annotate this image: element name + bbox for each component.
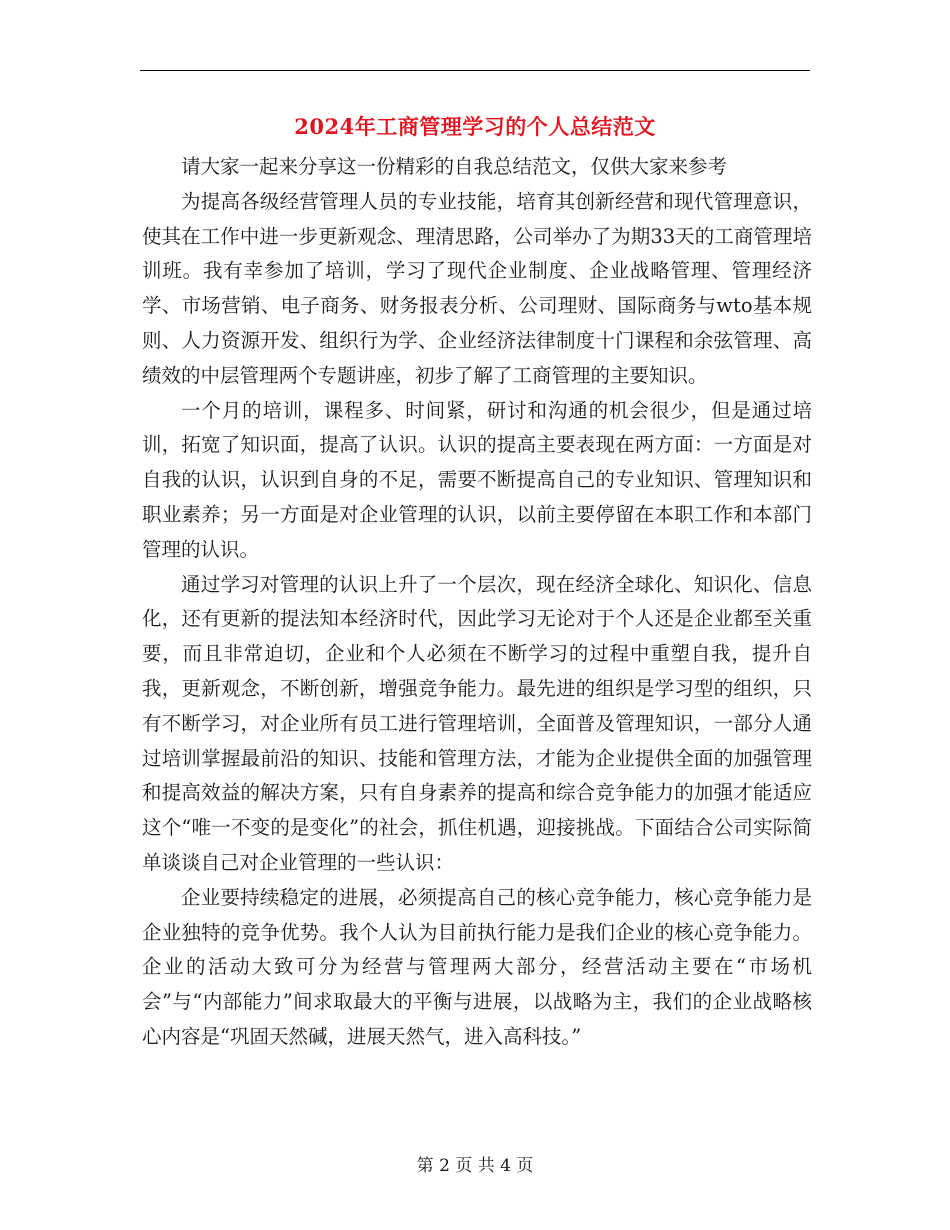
page-number: 第 2 页 共 4 页 — [416, 1156, 534, 1176]
header-rule — [140, 70, 810, 71]
paragraph: 企业要持续稳定的进展，必须提高自己的核心竞争能力，核心竞争能力是企业独特的竞争优势。我个人认为目前执行能力是我们企业的核心竞争能力。企业的活动大致可分为经营与管理两大部分，经营活动主要在“市场机会”与“内部能力”间求取最大的平衡与进展，以战略为主，我们的企业战略核心内容是“巩固天然碱，进展天然气，进入高科技。” — [142, 885, 812, 1048]
paragraph: 为提高各级经营管理人员的专业技能，培育其创新经营和现代管理意识，使其在工作中进一步更新观念、理清思路，公司举办了为期33天的工商管理培训班。我有幸参加了培训，学习了现代企业制度、企业战略管理、管理经济学、市场营销、电子商务、财务报表分析、公司理财、国际商务与wto基本规则、人力资源开发、组织行为学、企业经济法律制度十门课程和余弦管理、高绩效的中层管理两个专题讲座，初步了解了工商管理的主要知识。 — [142, 189, 812, 387]
document-title: 2024年工商管理学习的个人总结范文 — [294, 114, 656, 139]
paragraph: 一个月的培训，课程多、时间紧，研讨和沟通的机会很少，但是通过培训，拓宽了知识面，提高了认识。认识的提高主要表现在两方面：一方面是对自我的认识，认识到自身的不足，需要不断提高自己的专业知识、管理知识和职业素养；另一方面是对企业管理的认识，以前主要停留在本职工作和本部门管理的认识。 — [142, 398, 812, 561]
paragraph-intro: 请大家一起来分享这一份精彩的自我总结范文，仅供大家来参考 — [181, 155, 728, 178]
paragraph: 通过学习对管理的认识上升了一个层次，现在经济全球化、知识化、信息化，还有更新的提法知本经济时代，因此学习无论对于个人还是企业都至关重要，而且非常迫切，企业和个人必须在不断学习的过程中重塑自我，提升自我，更新观念，不断创新，增强竞争能力。最先进的组织是学习型的组织，只有不断学习，对企业所有员工进行管理培训，全面普及管理知识，一部分人通过培训掌握最前沿的知识、技能和管理方法，才能为企业提供全面的加强管理和提高效益的解决方案，只有自身素养的提高和综合竞争能力的加强才能适应这个“唯一不变的是变化”的社会，抓住机遇，迎接挑战。下面结合公司实际简单谈谈自己对企业管理的一些认识： — [142, 572, 812, 874]
document-body — [142, 150, 812, 1055]
